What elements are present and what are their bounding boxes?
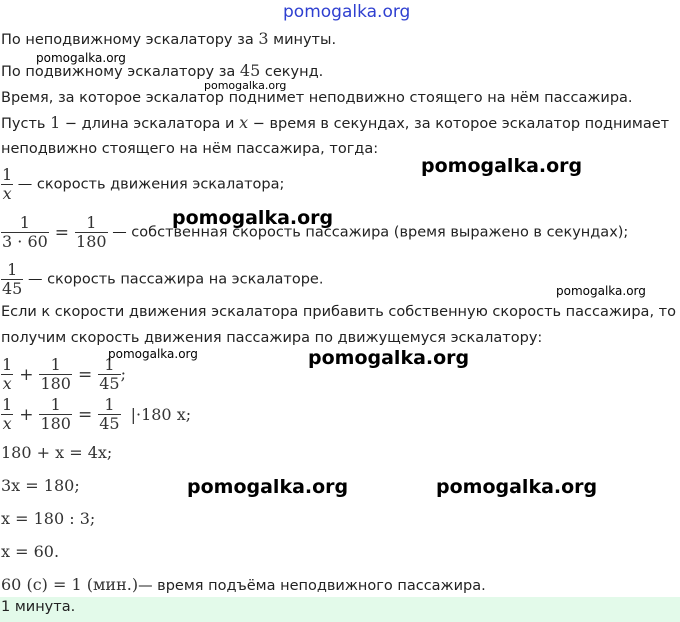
numerator: 1	[104, 355, 115, 374]
numerator: 1	[104, 395, 115, 414]
equation-1	[1, 356, 126, 393]
denominator: 180	[76, 232, 107, 251]
watermark: pomogalka.org	[556, 284, 646, 298]
watermark: pomogalka.org	[204, 79, 287, 92]
equation-6: x = 60.	[1, 542, 60, 561]
numerator: 1	[7, 260, 18, 279]
denominator: 3 · 60	[2, 232, 48, 251]
plus-sign: +	[19, 364, 34, 385]
reasoning-line-cont: получим скорость движения пассажира по движущемуся эскалатору:	[1, 330, 543, 346]
numerator: 1	[2, 355, 13, 374]
let-line	[1, 113, 669, 134]
watermark: pomogalka.org	[108, 347, 198, 361]
denominator: x	[2, 414, 12, 433]
math-value: 45	[239, 61, 261, 80]
equation-4: 3x = 180;	[1, 476, 80, 495]
text: секунд.	[260, 64, 324, 80]
fraction	[39, 396, 72, 433]
plus-sign: +	[19, 404, 34, 425]
denominator: 180	[40, 414, 71, 433]
math-value: 1	[50, 113, 61, 132]
fraction	[1, 261, 23, 298]
text: Пусть	[1, 116, 51, 132]
watermark: pomogalka.org	[36, 51, 126, 65]
watermark: pomogalka.org	[421, 155, 583, 177]
text: минуты.	[268, 32, 337, 48]
numerator: 1	[86, 213, 97, 232]
math-var: x	[239, 113, 249, 132]
answer-text: 1 минута.	[1, 599, 76, 615]
equation-2	[1, 396, 191, 433]
equals-sign: =	[77, 404, 93, 425]
fraction	[1, 356, 13, 393]
text: По неподвижному эскалатору за	[1, 32, 259, 48]
denominator: x	[2, 374, 12, 393]
numerator: 1	[2, 165, 13, 184]
watermark: pomogalka.org	[436, 476, 598, 498]
watermark: pomogalka.org	[172, 207, 334, 229]
denominator: 180	[40, 374, 71, 393]
answer-box	[0, 597, 680, 622]
denominator: x	[2, 184, 12, 203]
text: — время подъёма неподвижного пассажира.	[138, 578, 486, 594]
fraction	[1, 214, 49, 251]
site-watermark-top[interactable]: pomogalka.org	[283, 2, 411, 22]
equation-5: x = 180 : 3;	[1, 509, 96, 528]
fraction	[1, 166, 13, 203]
reasoning-line: Если к скорости движения эскалатора прибавить собственную скорость пассажира, то	[1, 304, 676, 320]
text: − время в секундах, за которое эскалатор поднимает	[248, 116, 670, 132]
numerator: 1	[50, 355, 61, 374]
question-line: Время, за которое эскалатор поднимет неподвижно стоящего на нём пассажира.	[1, 90, 633, 106]
text: — собственная скорость пассажира (время выражено в секундах);	[107, 224, 629, 241]
escalator-speed-line	[1, 166, 284, 203]
fraction	[98, 396, 120, 433]
equation-3: 180 + x = 4x;	[1, 443, 113, 462]
denominator: 45	[99, 374, 120, 393]
fraction	[75, 214, 108, 251]
multiply-note: |·180 x;	[130, 404, 192, 424]
equals-sign: =	[77, 364, 93, 385]
punctuation: ;	[120, 364, 126, 384]
watermark: pomogalka.org	[308, 347, 470, 369]
watermark: pomogalka.org	[187, 476, 349, 498]
given-escalator-still	[1, 29, 336, 50]
fraction	[1, 396, 13, 433]
text: − длина эскалатора и	[60, 116, 240, 132]
math-value: 3	[258, 29, 269, 48]
numerator: 1	[19, 213, 30, 232]
math-expression: 60 (с) = 1 (мин.)	[1, 575, 139, 594]
fraction	[39, 356, 72, 393]
fraction	[98, 356, 120, 393]
denominator: 45	[2, 279, 23, 298]
equals-sign: =	[54, 222, 70, 243]
text: По подвижному эскалатору за	[1, 64, 240, 80]
denominator: 45	[99, 414, 120, 433]
numerator: 1	[2, 395, 13, 414]
conclusion-line	[1, 575, 486, 596]
let-line-cont: неподвижно стоящего на нём пассажира, тогда:	[1, 141, 379, 157]
text: — скорость пассажира на эскалаторе.	[23, 271, 324, 288]
passenger-escalator-speed-line	[1, 261, 323, 298]
text: — скорость движения эскалатора;	[13, 176, 285, 193]
numerator: 1	[50, 395, 61, 414]
